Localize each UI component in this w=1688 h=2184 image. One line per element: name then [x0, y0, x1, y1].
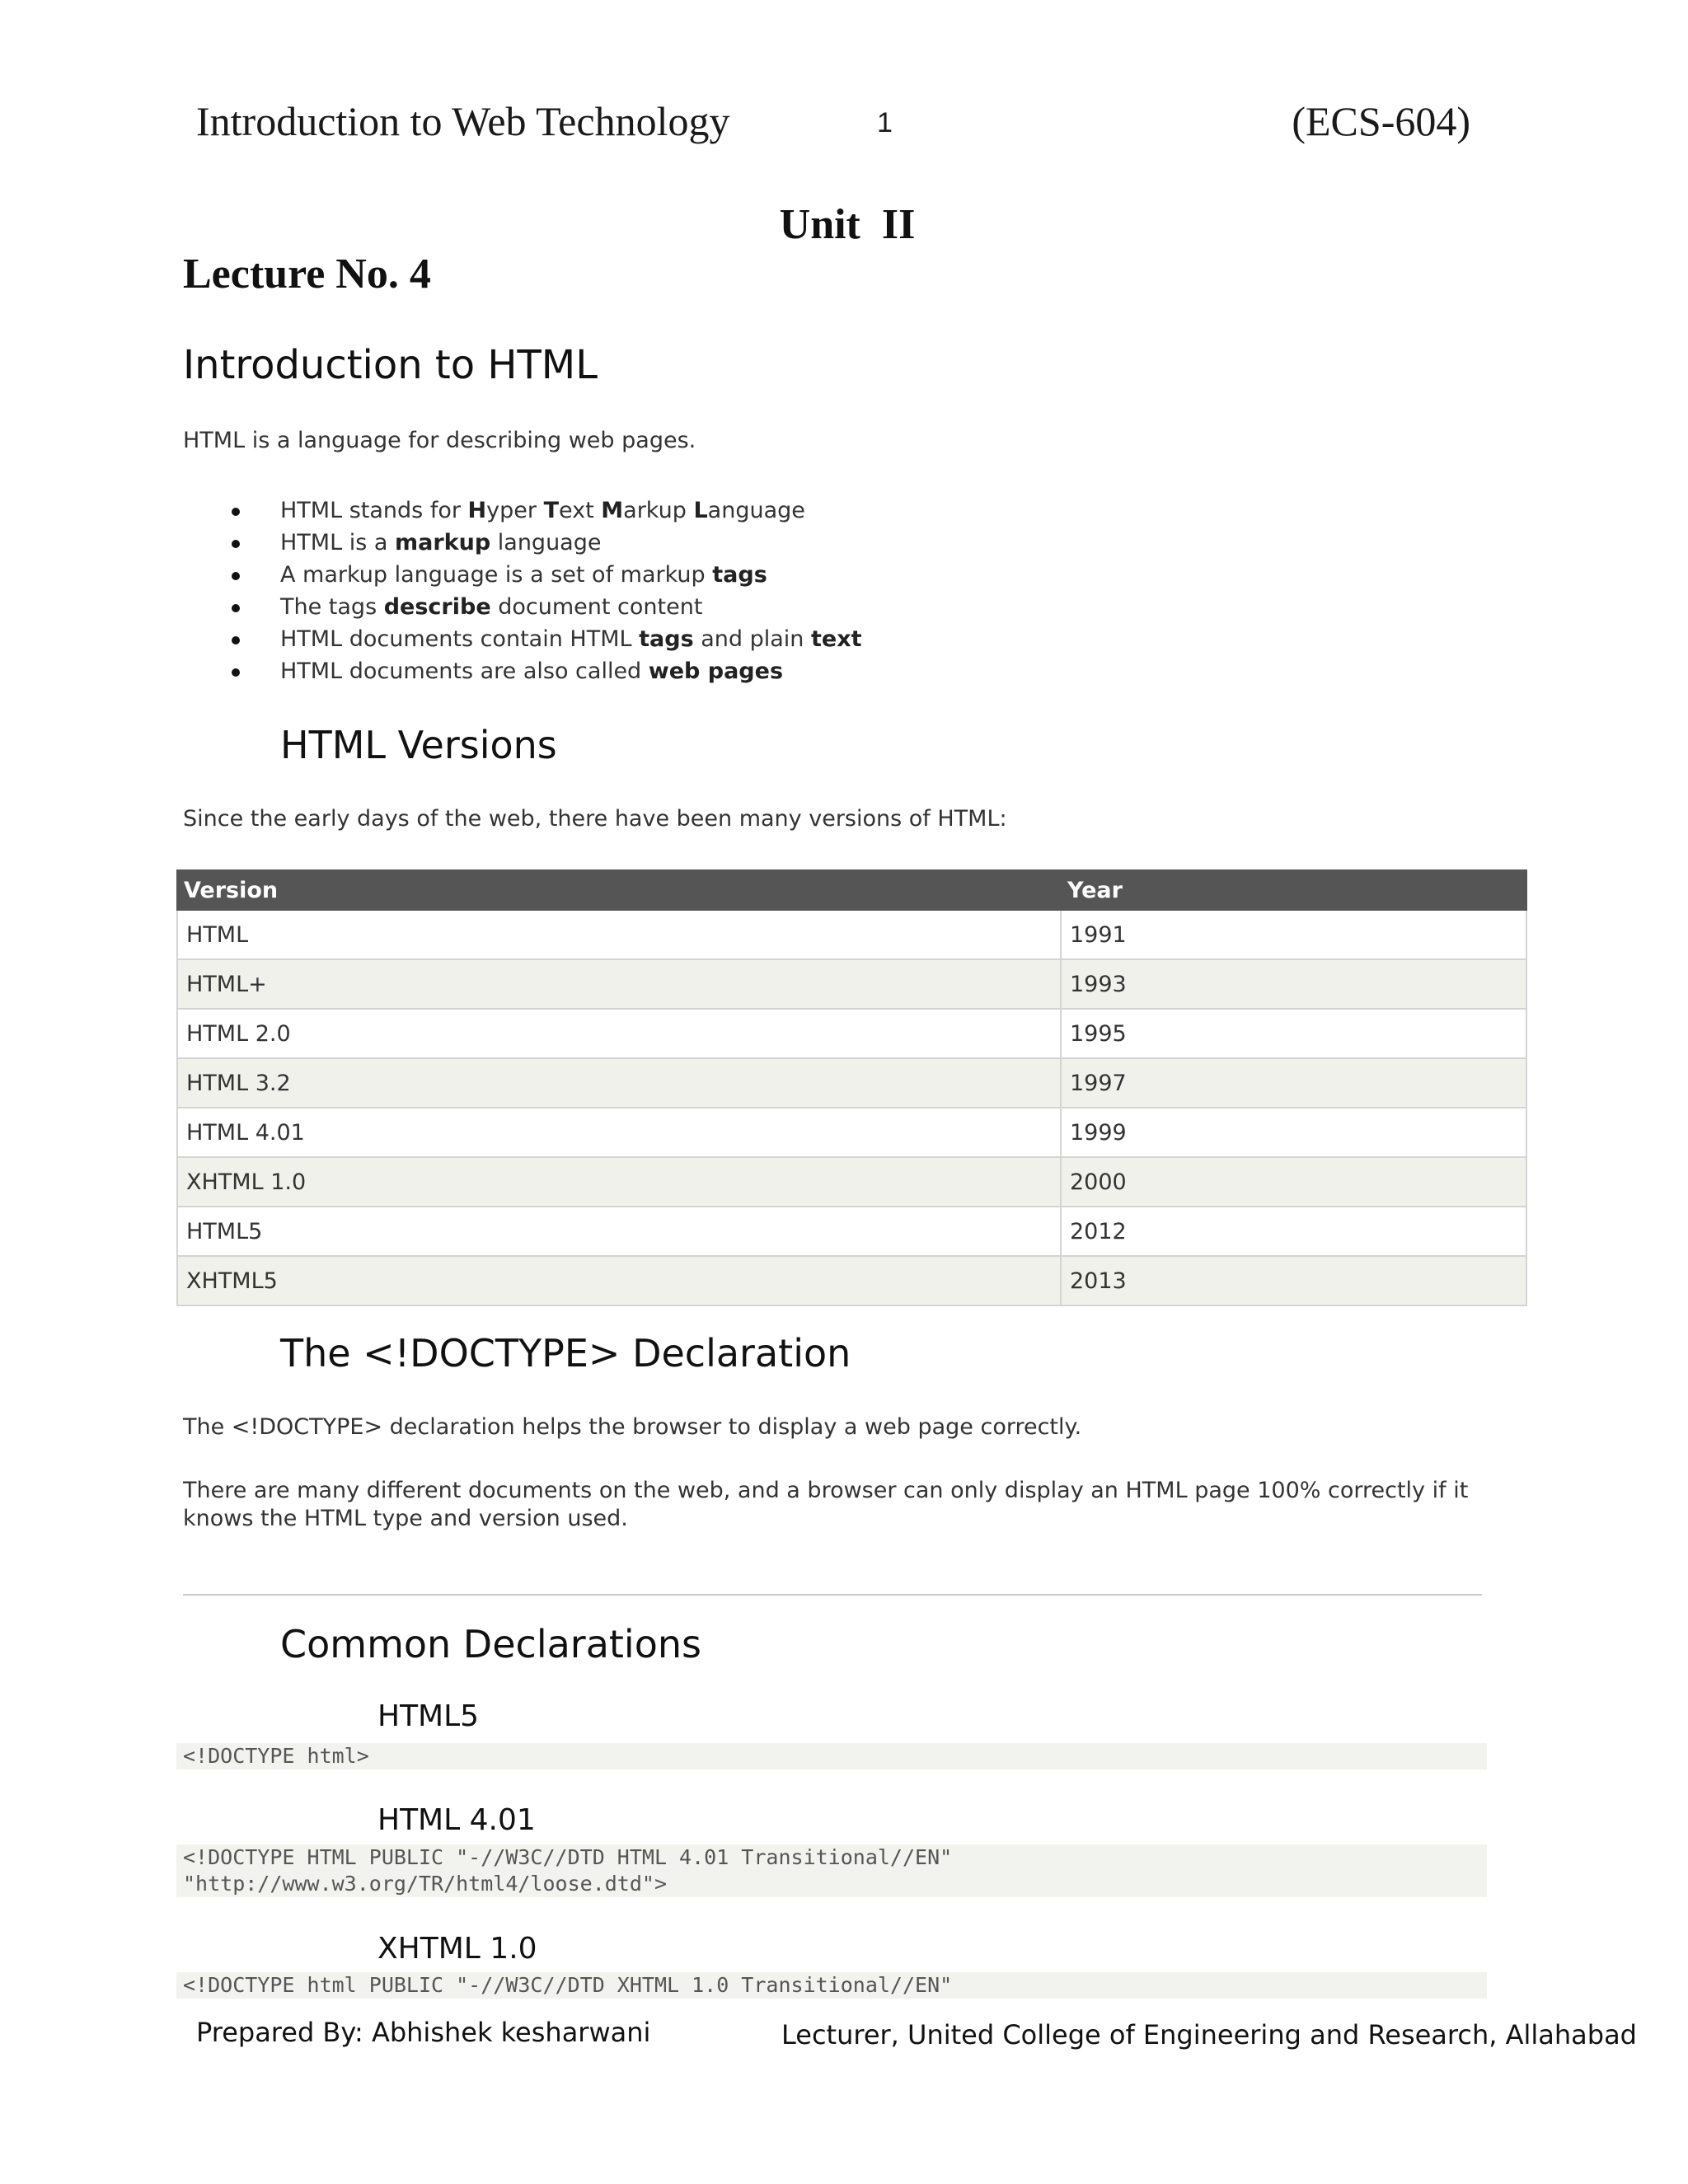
column-header-version: Version — [177, 870, 1061, 910]
bullet-icon — [232, 540, 240, 548]
unit-heading — [0, 200, 1688, 249]
list-item: HTML documents contain HTML tags and plain text — [183, 623, 862, 655]
version-cell: HTML — [177, 910, 1061, 959]
declarations-heading: Common Declarations — [280, 1622, 701, 1666]
footer-affiliation: Lecturer, United College of Engineering and Research, Allahabad — [781, 2019, 1637, 2050]
version-cell: HTML+ — [177, 959, 1061, 1009]
xhtml-code-line1: <!DOCTYPE html PUBLIC "-//W3C//DTD XHTML 1.0 Transitional//EN" — [183, 1973, 953, 1997]
bullet-icon — [232, 604, 240, 612]
versions-lead: Since the early days of the web, there have been many versions of HTML: — [183, 806, 1007, 832]
lecture-heading: Lecture No. 4 — [183, 251, 431, 298]
doctype-heading: The <!DOCTYPE> Declaration — [280, 1331, 851, 1376]
table-row — [177, 1157, 1526, 1207]
html401-code-line1: <!DOCTYPE HTML PUBLIC "-//W3C//DTD HTML 4.01 Transitional//EN" — [183, 1845, 953, 1869]
html401-label: HTML 4.01 — [377, 1803, 536, 1837]
year-cell: 1991 — [1061, 910, 1526, 959]
table-header-row — [177, 870, 1526, 910]
html401-code-block — [176, 1844, 1487, 1897]
bullet-icon — [232, 636, 240, 644]
table-row — [177, 1009, 1526, 1058]
intro-lead: HTML is a language for describing web pages. — [183, 428, 696, 453]
html5-code: <!DOCTYPE html> — [183, 1744, 369, 1768]
year-cell: 2012 — [1061, 1207, 1526, 1256]
table-row — [177, 1207, 1526, 1256]
year-cell: 2000 — [1061, 1157, 1526, 1207]
table-row — [177, 959, 1526, 1009]
page-number: 1 — [877, 107, 893, 138]
year-cell: 1997 — [1061, 1058, 1526, 1108]
bullet-icon — [232, 508, 240, 516]
list-item: A markup language is a set of markup tags — [183, 559, 862, 591]
xhtml-label: XHTML 1.0 — [377, 1932, 537, 1966]
year-cell: 1999 — [1061, 1108, 1526, 1157]
list-item: HTML documents are also called web pages — [183, 655, 862, 687]
versions-heading: HTML Versions — [280, 723, 557, 767]
list-item: The tags describe document content — [183, 591, 862, 623]
doctype-para1: The <!DOCTYPE> declaration helps the browser to display a web page correctly. — [183, 1414, 1082, 1440]
course-code: (ECS-604) — [1292, 98, 1470, 144]
version-cell: XHTML5 — [177, 1256, 1061, 1305]
table-row — [177, 1058, 1526, 1108]
list-item: HTML stands for Hyper Text Markup Language — [183, 494, 862, 527]
year-cell: 1995 — [1061, 1009, 1526, 1058]
intro-bullet-list — [183, 494, 862, 687]
doctype-para2-line2: knows the HTML type and version used. — [183, 1506, 628, 1531]
footer-prepared-by: Prepared By: Abhishek kesharwani — [196, 2017, 651, 2048]
column-header-year: Year — [1061, 870, 1526, 910]
doctype-para2-line1: There are many different documents on the web, and a browser can only display an HTML page 100% correctly if it — [183, 1478, 1469, 1503]
html5-code-block — [176, 1743, 1487, 1769]
version-cell: HTML 4.01 — [177, 1108, 1061, 1157]
table-row — [177, 910, 1526, 959]
section-divider — [183, 1594, 1482, 1596]
table-row — [177, 1256, 1526, 1305]
version-cell: HTML5 — [177, 1207, 1061, 1256]
year-cell: 1993 — [1061, 959, 1526, 1009]
html5-label: HTML5 — [377, 1699, 480, 1733]
version-cell: HTML 3.2 — [177, 1058, 1061, 1108]
version-cell: XHTML 1.0 — [177, 1157, 1061, 1207]
course-title: Introduction to Web Technology — [196, 98, 730, 144]
html401-code-line2: "http://www.w3.org/TR/html4/loose.dtd"> — [183, 1872, 667, 1896]
versions-table — [176, 869, 1527, 1306]
unit-text: Unit II — [779, 201, 916, 248]
bullet-icon — [232, 668, 240, 677]
version-cell: HTML 2.0 — [177, 1009, 1061, 1058]
list-item: HTML is a markup language — [183, 527, 862, 559]
doctype-para2 — [183, 1477, 1468, 1533]
bullet-icon — [232, 572, 240, 580]
intro-heading: Introduction to HTML — [183, 342, 598, 388]
year-cell: 2013 — [1061, 1256, 1526, 1305]
xhtml-code-block — [176, 1972, 1487, 1999]
table-row — [177, 1108, 1526, 1157]
